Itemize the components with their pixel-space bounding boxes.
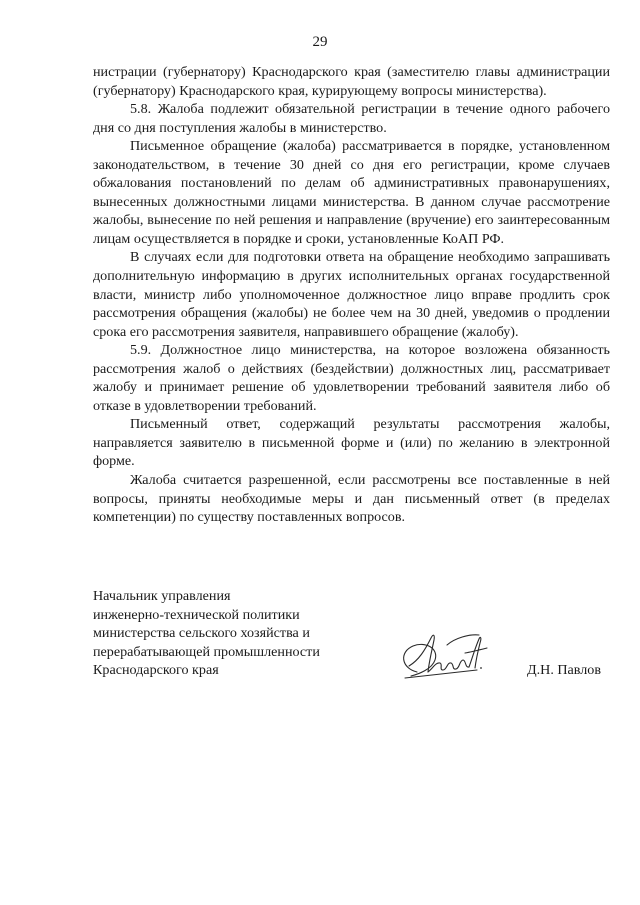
position-line: инженерно-технической политики — [93, 606, 300, 623]
signatory-position — [93, 587, 373, 680]
paragraph-continuation: нистрации (губернатору) Краснодарского края (заместителю главы администрации (губернатору) Краснодарского края, курирующему вопросы министерства). — [93, 64, 610, 99]
body-text — [93, 63, 610, 527]
paragraph-5-9: 5.9. Должностное лицо министерства, на которое возложена обязанность рассмотрения жалоб о действиях (бездействии) должностных лиц, рассматривает жалобу и принимает решение об удовлетворении требований заявителя либо об отказе в удовлетворении требований. — [93, 342, 610, 414]
paragraph-written-response: Письменный ответ, содержащий результаты рассмотрения жалобы, направляется заявителю в письменной форме и (или) по желанию в электронной форме. — [93, 416, 610, 470]
signatory-name: Д.Н. Павлов — [527, 662, 601, 678]
paragraph-written-appeal: Письменное обращение (жалоба) рассматривается в порядке, установленном законодательством, в течение 30 дней со дня его регистрации, кроме случаев обжалования постановлений по делам об административных правонарушениях, вынесенных должностными лицами министерства. В данном случае рассмотрение жалобы, вынесение по ней решения и направление (вручение) его заинтересованным лицам осуществляется в порядке и сроки, установленные КоАП РФ. — [93, 138, 610, 247]
position-line: Краснодарского края — [93, 662, 219, 679]
position-line: Начальник управления — [93, 588, 231, 604]
paragraph-5-8: 5.8. Жалоба подлежит обязательной регистрации в течение одного рабочего дня со дня поступления жалобы в министерство. — [93, 101, 610, 136]
page-number: 29 — [312, 34, 328, 50]
position-line: министерства сельского хозяйства и — [93, 625, 310, 642]
paragraph-extension: В случаях если для подготовки ответа на обращение необходимо запрашивать дополнительную информацию в других исполнительных органах государственной власти, министр либо уполномоченное должностное лицо вправе продлить срок рассмотрения обращения (жалобы) не более чем на 30 дней, уведомив о продлении срока его рассмотрения заявителя, направившего обращение (жалобу). — [93, 249, 610, 340]
position-line: перерабатывающей промышленности — [93, 643, 320, 660]
paragraph-resolved: Жалоба считается разрешенной, если рассмотрены все поставленные в ней вопросы, приняты необходимые меры и дан письменный ответ (в пределах компетенции) по существу поставленных вопросов. — [93, 472, 610, 526]
handwritten-signature-icon — [395, 626, 495, 686]
